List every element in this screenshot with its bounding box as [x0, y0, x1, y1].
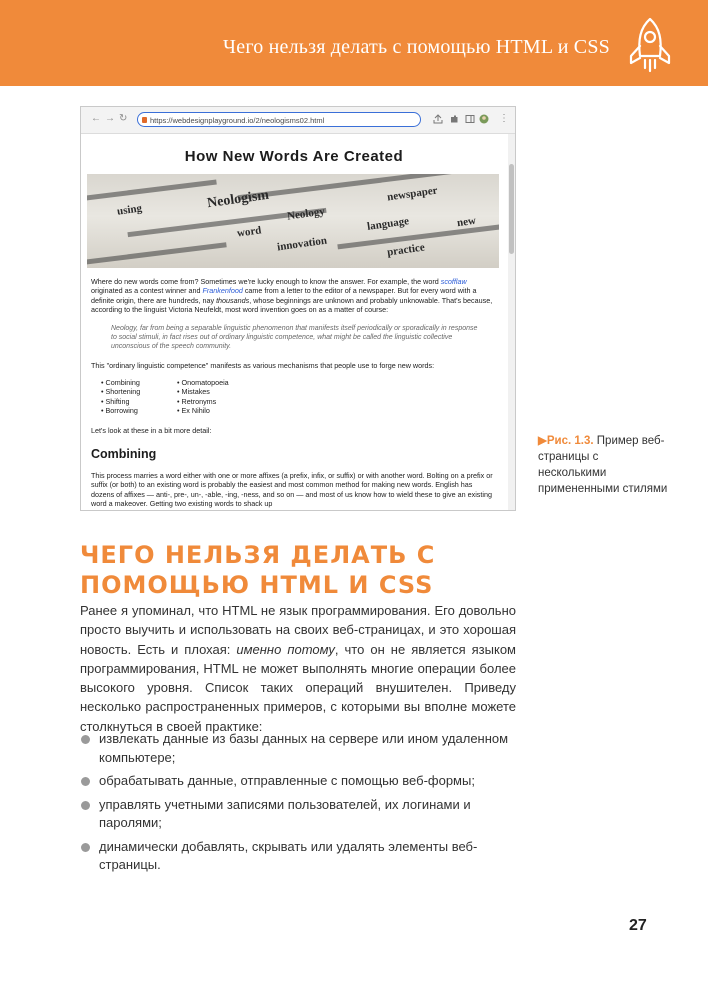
browser-screenshot	[80, 106, 516, 511]
list-item: • Borrowing	[101, 406, 140, 415]
back-arrow-icon[interactable]: ←	[91, 113, 101, 124]
section-paragraph: This process marries a word either with one or more affixes (a prefix, infix, or suffix) or with another word. Bolting on a prefix or suffix (or both) to an existing word is probably the easiest and most common method for making new words. English has dozens of affixes — anti-, pre-, un-, -able, -ing, -ness, and so on — and most of us know how to wield these to give an existing word a makeover. Getting two existing words to shack up	[91, 471, 493, 509]
limitations-list	[80, 730, 520, 880]
intro-paragraph: Where do new words come from? Sometimes we're lucky enough to know the answer. For example, the word scofflaw originated as a contest winner and Frankenfood came from a letter to the editor of a newspaper. But for every word with a definite origin, there are hundreds, nay thousands, whose beginnings are unknown and probably unknowable. That's because, according to the linguist Victoria Neufeldt, most word invention goes on as a matter of course:	[91, 277, 493, 315]
page-viewport	[81, 134, 507, 510]
reload-icon[interactable]: ↻	[119, 113, 128, 124]
extension-icon[interactable]	[449, 114, 459, 124]
frankenfood-link[interactable]: Frankenfood	[202, 286, 243, 296]
scofflaw-link[interactable]: scofflaw	[440, 277, 467, 286]
menu-icon[interactable]: ⋮	[499, 113, 509, 124]
running-head: Чего нельзя делать с помощью HTML и CSS	[223, 36, 610, 58]
profile-icon[interactable]	[479, 114, 489, 124]
section-heading: Combining	[91, 447, 157, 461]
page-header	[0, 0, 708, 86]
list-item: • Mistakes	[177, 387, 229, 396]
browser-toolbar	[81, 107, 515, 134]
list-item: • Retronyms	[177, 397, 229, 406]
banner-word: Neology	[286, 205, 326, 223]
share-icon[interactable]	[433, 114, 443, 124]
list-item: извлекать данные из базы данных на сервере или ином удаленном компьютере;	[80, 730, 520, 767]
address-bar[interactable]	[137, 112, 421, 127]
forward-arrow-icon[interactable]: →	[105, 113, 115, 124]
bullet-icon	[81, 777, 90, 786]
scrollbar[interactable]	[508, 134, 515, 510]
list-item: динамически добавлять, скрывать или удалять элементы веб-страницы.	[80, 838, 520, 875]
page-number: 27	[629, 917, 647, 934]
bullet-icon	[81, 801, 90, 810]
site-title: How New Words Are Created	[184, 148, 404, 165]
mechanisms-list-col2	[177, 378, 229, 416]
list-item: • Onomatopoeia	[177, 378, 229, 387]
sidebar-icon[interactable]	[465, 114, 475, 124]
caption-text: Пример веб-страницы с несколькими примененными стилями	[538, 435, 668, 495]
banner-word: practice	[386, 241, 426, 259]
detail-intro: Let's look at these in a bit more detail:	[91, 426, 212, 435]
section-title: ЧЕГО НЕЛЬЗЯ ДЕЛАТЬ С ПОМОЩЬЮ HTML И CSS	[80, 541, 436, 599]
figure-caption	[538, 433, 668, 497]
body-paragraph: Ранее я упоминал, что HTML не язык программирования. Его довольно просто выучить и использовать на своих веб-страницах, и это хорошая новость. Есть и плохая: именно потому, что он не является языком программирования, HTML не может выполнять многие операции более высокого уровня. Список таких операций внушителен. Приведу несколько распространенных примеров, с которыми вы вполне можете столкнуться в своей практике:	[80, 603, 516, 734]
banner-word: new	[456, 214, 477, 230]
rocket-icon	[624, 16, 676, 74]
list-item: • Shortening	[101, 387, 140, 396]
list-item: обрабатывать данные, отправленные с помощью веб-формы;	[80, 772, 520, 791]
list-item: • Shifting	[101, 397, 140, 406]
list-item: управлять учетными записями пользователей, их логинами и паролями;	[80, 796, 520, 833]
list-item: • Combining	[101, 378, 140, 387]
blockquote: Neology, far from being a separable linguistic phenomenon that manifests itself periodically or sporadically in response to social stimuli, in fact rises out of ordinary linguistic competence, what might be called the linguistic collective unconscious of the speech community.	[111, 325, 478, 351]
banner-word: language	[366, 215, 410, 233]
newspaper-banner-image	[87, 174, 499, 268]
list-item: • Ex Nihilo	[177, 406, 229, 415]
mechanisms-list-col1	[101, 378, 140, 416]
lock-icon	[142, 117, 147, 123]
figure-ref: ▶Рис. 1.3.	[538, 435, 594, 447]
emphasis: именно потому	[236, 641, 335, 657]
banner-word: using	[116, 202, 143, 218]
bullet-icon	[81, 735, 90, 744]
address-url: https://webdesignplayground.io/2/neologisms02.html	[150, 116, 325, 125]
banner-word: innovation	[276, 234, 328, 254]
mechanisms-intro: This "ordinary linguistic competence" manifests as various mechanisms that people use to forge new words:	[91, 361, 435, 370]
banner-word: newspaper	[386, 184, 439, 204]
banner-word: word	[236, 224, 263, 240]
bullet-icon	[81, 843, 90, 852]
banner-word: Neologism	[206, 187, 270, 212]
